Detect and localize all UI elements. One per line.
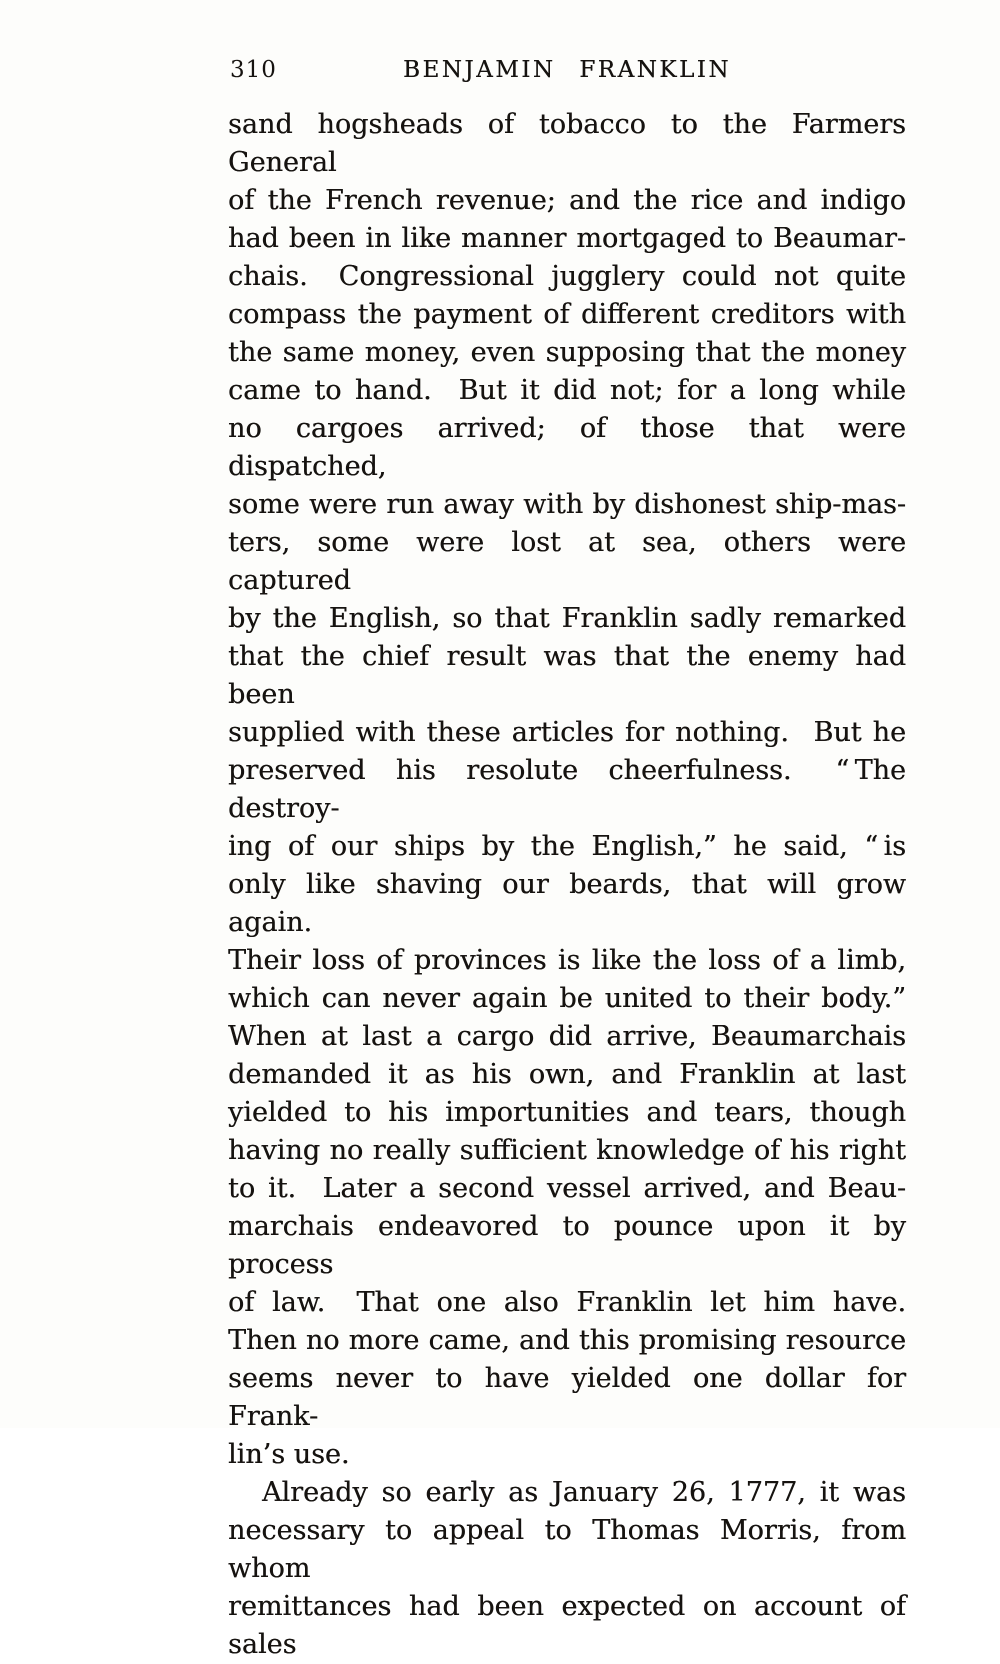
text-line: by the English, so that Franklin sadly remarked xyxy=(228,603,906,634)
page-number: 310 xyxy=(230,57,277,83)
text-line: When at last a cargo did arrive, Beaumarchais xyxy=(228,1021,906,1052)
running-header xyxy=(228,56,906,86)
text-line: yielded to his importunities and tears, though xyxy=(228,1097,906,1128)
text-line: some were run away with by dishonest ship-mas- xyxy=(228,489,906,520)
text-line: supplied with these articles for nothing. But he xyxy=(228,717,906,748)
text-line: came to hand. But it did not; for a long while xyxy=(228,375,906,406)
text-line: Then no more came, and this promising resource xyxy=(228,1325,906,1356)
text-line: Already so early as January 26, 1777, it was xyxy=(262,1477,906,1508)
text-line: ing of our ships by the English,” he said, “ is xyxy=(228,831,906,862)
text-line: Their loss of provinces is like the loss of a limb, xyxy=(228,945,906,976)
text-line: lin’s use. xyxy=(228,1439,350,1470)
text-line: no cargoes arrived; of those that were dispatched, xyxy=(228,413,906,482)
text-line: having no really sufficient knowledge of his right xyxy=(228,1135,906,1166)
text-line: chais. Congressional jugglery could not quite xyxy=(228,261,906,292)
text-line: necessary to appeal to Thomas Morris, from whom xyxy=(228,1515,906,1584)
text-line: of law. That one also Franklin let him have. xyxy=(228,1287,906,1318)
text-line: preserved his resolute cheerfulness. “ The destroy- xyxy=(228,755,906,824)
text-line: sand hogsheads of tobacco to the Farmers General xyxy=(228,109,906,178)
text-line: to it. Later a second vessel arrived, and Beau- xyxy=(228,1173,906,1204)
running-header-title: BENJAMIN FRANKLIN xyxy=(403,57,731,83)
text-line: compass the payment of different creditors with xyxy=(228,299,906,330)
text-line: that the chief result was that the enemy had been xyxy=(228,641,906,710)
text-line: seems never to have yielded one dollar for Frank- xyxy=(228,1363,906,1432)
text-line: of the French revenue; and the rice and indigo xyxy=(228,185,906,216)
text-line: which can never again be united to their body.” xyxy=(228,983,906,1014)
text-line: had been in like manner mortgaged to Beaumar- xyxy=(228,223,906,254)
text-line: ters, some were lost at sea, others were captured xyxy=(228,527,906,596)
text-line: marchais endeavored to pounce upon it by process xyxy=(228,1211,906,1280)
text-line: demanded it as his own, and Franklin at last xyxy=(228,1059,906,1090)
text-line: the same money, even supposing that the money xyxy=(228,337,906,368)
body-text xyxy=(228,106,906,1664)
text-line: only like shaving our beards, that will grow again. xyxy=(228,869,906,938)
text-line: remittances had been expected on account of sales xyxy=(228,1591,906,1660)
